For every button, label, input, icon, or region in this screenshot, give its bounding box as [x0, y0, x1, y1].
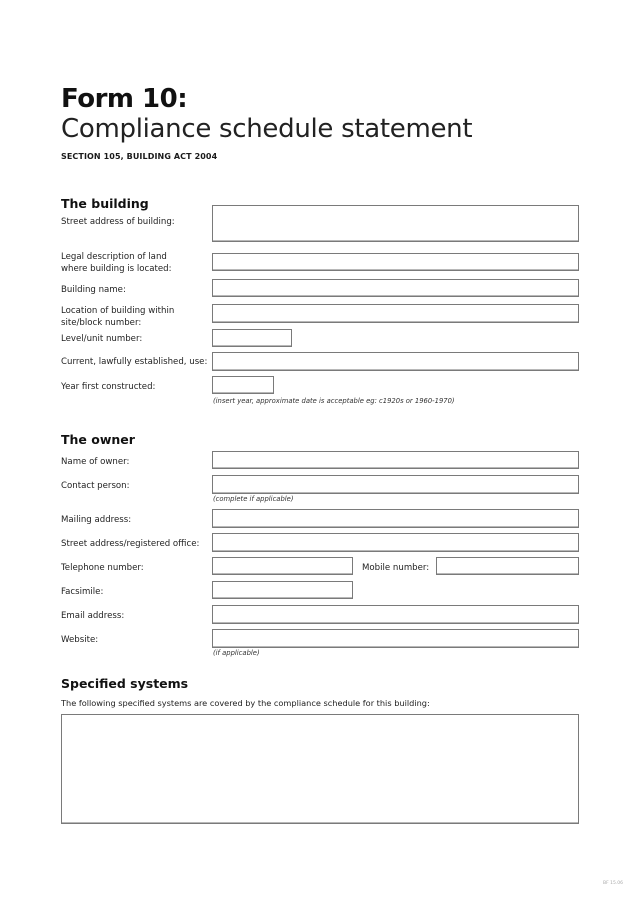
location-field[interactable] [212, 304, 579, 323]
website-field[interactable] [212, 629, 579, 648]
email-field[interactable] [212, 605, 579, 624]
location-label-line2: site/block number: [61, 318, 142, 328]
contact-person-field[interactable] [212, 475, 579, 494]
website-label: Website: [61, 635, 99, 645]
legal-description-field[interactable] [212, 253, 579, 271]
footer-code: BF 15.06 [603, 881, 623, 886]
mailing-address-field[interactable] [212, 509, 579, 528]
street-office-field[interactable] [212, 533, 579, 552]
level-unit-label: Level/unit number: [61, 334, 143, 344]
mobile-label: Mobile number: [362, 563, 430, 573]
location-label [61, 305, 174, 329]
facsimile-field[interactable] [212, 581, 353, 599]
legal-description-label-line2: where building is located: [61, 264, 172, 274]
form-subtitle: SECTION 105, BUILDING ACT 2004 [61, 152, 218, 161]
building-name-label: Building name: [61, 285, 126, 295]
section-heading-owner: The owner [61, 432, 135, 447]
year-constructed-label: Year first constructed: [61, 382, 156, 392]
mailing-address-label: Mailing address: [61, 515, 132, 525]
facsimile-label: Facsimile: [61, 587, 104, 597]
website-hint: (if applicable) [213, 649, 260, 657]
specified-systems-field[interactable] [61, 714, 579, 824]
building-name-field[interactable] [212, 279, 579, 297]
telephone-field[interactable] [212, 557, 353, 575]
legal-description-label-line1: Legal description of land [61, 252, 167, 262]
street-address-label: Street address of building: [61, 217, 175, 227]
form-title: Compliance schedule statement [61, 114, 473, 144]
systems-description: The following specified systems are covered by the compliance schedule for this building: [61, 698, 430, 708]
contact-person-label: Contact person: [61, 481, 130, 491]
street-address-field[interactable] [212, 205, 579, 242]
mobile-field[interactable] [436, 557, 579, 575]
year-hint: (insert year, approximate date is acceptable eg: c1920s or 1960-1970) [213, 397, 455, 405]
section-heading-systems: Specified systems [61, 676, 189, 691]
legal-description-label [61, 251, 172, 275]
owner-name-field[interactable] [212, 451, 579, 469]
form-number: Form 10: [61, 84, 188, 114]
email-label: Email address: [61, 611, 125, 621]
contact-hint: (complete if applicable) [213, 495, 294, 503]
current-use-field[interactable] [212, 352, 579, 371]
location-label-line1: Location of building within [61, 306, 175, 316]
owner-name-label: Name of owner: [61, 457, 130, 467]
level-unit-field[interactable] [212, 329, 292, 347]
section-heading-building: The building [61, 196, 149, 211]
current-use-label: Current, lawfully established, use: [61, 357, 208, 367]
street-office-label: Street address/registered office: [61, 539, 200, 549]
year-constructed-field[interactable] [212, 376, 274, 394]
telephone-label: Telephone number: [61, 563, 144, 573]
